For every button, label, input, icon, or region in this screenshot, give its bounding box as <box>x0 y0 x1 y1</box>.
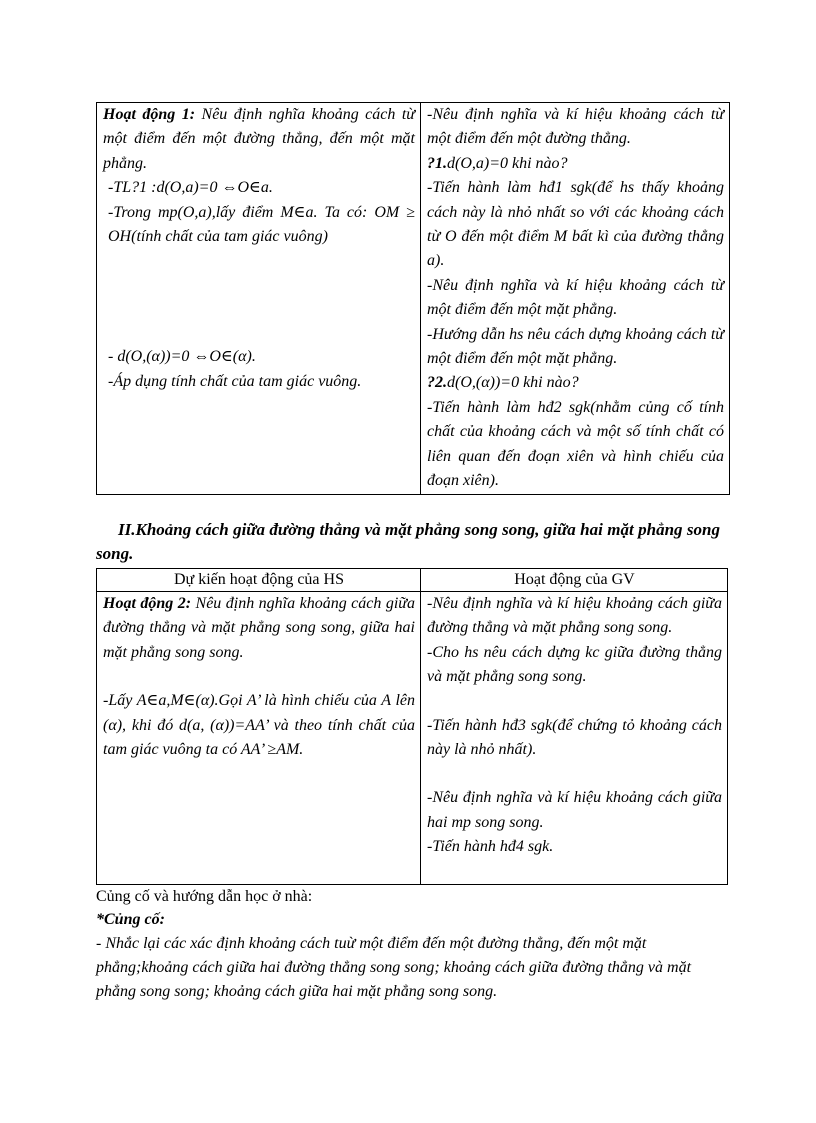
activity-title <box>103 103 415 176</box>
table-header-row <box>97 569 728 592</box>
teacher-step-2: -Tiến hành làm hđ1 sgk(để hs thấy khoảng cách này là nhỏ nhất so với các khoảng cách từ O đến một điểm M bất kì của đường thẳng a). <box>427 179 724 270</box>
question-text: d(O,(α))=0 khi nào? <box>447 374 579 392</box>
activity-table-1 <box>96 102 730 495</box>
teacher-step-5: -Tiến hành làm hđ2 sgk(nhằm củng cố tính chất của khoảng cách và một số tính chất có liên quan đến đoạn xiên và hình chiếu của đoạn xiên). <box>427 398 724 490</box>
consolidation-body: - Nhắc lại các xác định khoảng cách tuừ một điểm đến một đường thẳng, đến một mặt phẳng;khoảng cách giữa hai đường thẳng song song; khoảng cách giữa đường thẳng và mặt phẳng song song; khoảng cách giữa hai mặt phẳng song song. <box>96 935 692 1000</box>
student-answer-4: -Áp dụng tính chất của tam giác vuông. <box>108 372 362 390</box>
teacher-step-4: -Hướng dẫn hs nêu cách dựng khoảng cách từ một điểm đến một mặt phẳng. <box>427 325 724 368</box>
student-activity-cell <box>97 103 421 495</box>
consolidation-subtitle: *Củng cố: <box>96 911 165 928</box>
teacher-step-3: -Tiến hành hđ3 sgk(để chứng tỏ khoảng cách này là nhỏ nhất). <box>427 716 722 759</box>
teacher-activity-cell <box>421 103 730 495</box>
student-answer-3: - d(O,(α))=0 ⇔O∈(α). <box>108 348 256 366</box>
student-answer-2: -Trong mp(O,a),lấy điểm M∈a. Ta có: OM ≥ OH(tính chất của tam giác vuông) <box>108 203 415 246</box>
teacher-step-3: -Nêu định nghĩa và kí hiệu khoảng cách từ một điểm đến một mặt phẳng. <box>427 276 724 319</box>
teacher-question-1 <box>427 152 724 176</box>
question-text: d(O,a)=0 khi nào? <box>447 154 568 172</box>
student-answer-1: -TL?1 :d(O,a)=0 ⇔O∈a. <box>108 179 273 197</box>
teacher-step-1: -Nêu định nghĩa và kí hiệu khoảng cách từ một điểm đến một đường thẳng. <box>427 106 724 148</box>
consolidation-section <box>96 886 716 1004</box>
question-number: ?1. <box>427 154 447 172</box>
table-row <box>97 103 730 495</box>
teacher-step-1: -Nêu định nghĩa và kí hiệu khoảng cách giữa đường thẳng và mặt phẳng song song. <box>427 595 722 637</box>
activity-label: Hoạt động 1: <box>103 106 196 123</box>
teacher-question-2 <box>427 371 724 395</box>
teacher-activity-cell <box>421 592 728 885</box>
table-row <box>97 592 728 885</box>
activity-title <box>103 592 415 665</box>
header-teacher: Hoạt động của GV <box>421 569 728 592</box>
activity-description: Nêu định nghĩa khoảng cách từ một điểm đến một đường thẳng, đến một mặt phẳng. <box>103 106 416 172</box>
student-activity-cell <box>97 592 421 885</box>
consolidation-title: Củng cố và hướng dẫn học ở nhà: <box>96 888 313 905</box>
section-heading-text: II.Khoảng cách giữa đường thẳng và mặt phẳng song song, giữa hai mặt phẳng song song. <box>96 520 720 563</box>
section-heading <box>96 518 720 566</box>
activity-table-2 <box>96 568 728 885</box>
activity-label: Hoạt động 2: <box>103 595 192 612</box>
question-number: ?2. <box>427 374 447 392</box>
teacher-step-2: -Cho hs nêu cách dựng kc giữa đường thẳng và mặt phẳng song song. <box>427 643 722 686</box>
teacher-step-4: -Nêu định nghĩa và kí hiệu khoảng cách giữa hai mp song song. <box>427 789 722 831</box>
teacher-step-5: -Tiến hành hđ4 sgk. <box>427 838 554 856</box>
header-student: Dự kiến hoạt động của HS <box>97 569 421 592</box>
student-answer-1: -Lấy A∈a,M∈(α).Gọi A’ là hình chiếu của A lên (α), khi đó d(a, (α))=AA’ và theo tính chất của tam giác vuông ta có AA’ ≥AM. <box>103 692 415 759</box>
activity-description: Nêu định nghĩa khoảng cách giữa đường thẳng và mặt phẳng song song, giữa hai mặt phẳng song song. <box>103 595 416 661</box>
